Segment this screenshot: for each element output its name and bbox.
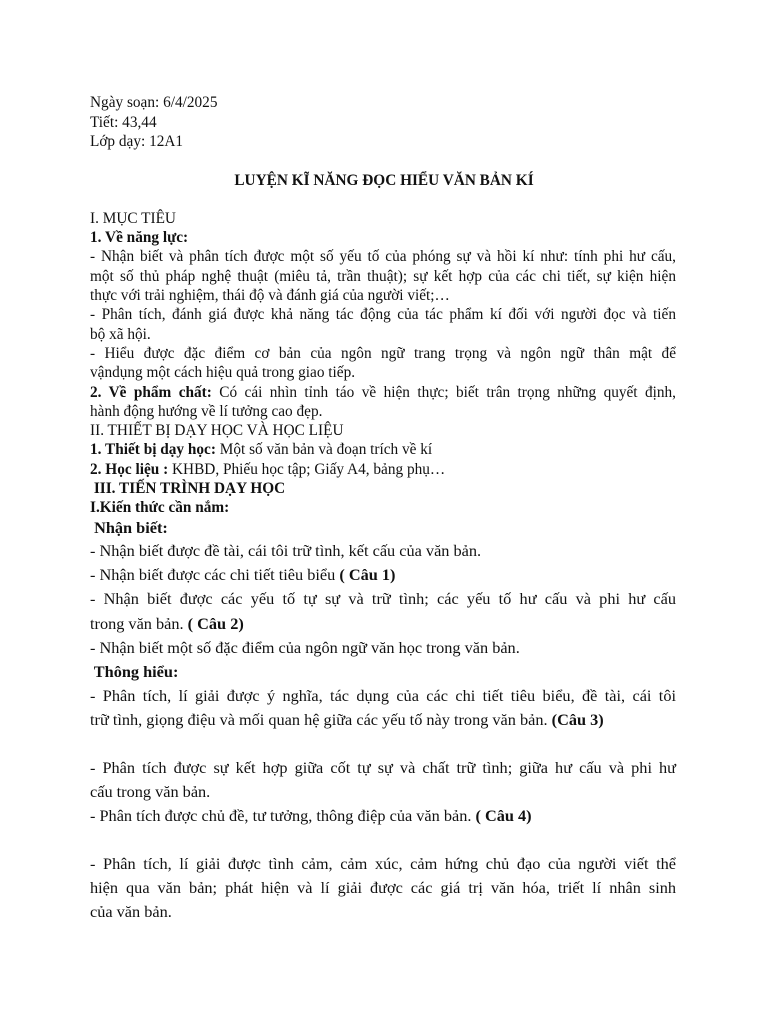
nhan-biet-2-tag: ( Câu 1) — [339, 565, 396, 584]
section2-item1 — [90, 441, 432, 459]
section2-item1-label: 1. Thiết bị dạy học: — [90, 441, 216, 458]
period-line: Tiết: 43,44 — [90, 114, 157, 131]
date-line: Ngày soạn: 6/4/2025 — [90, 94, 218, 111]
section1-p3-line1: - Hiểu được đặc điểm cơ bản của ngôn ngữ trang trọng và ngôn ngữ thân mật để — [90, 345, 676, 362]
nhan-biet-2-text: - Nhận biết được các chi tiết tiêu biểu — [90, 565, 340, 584]
section1-p1-line3: thực với trải nghiệm, thái độ và đánh giá của người viết;… — [90, 287, 450, 304]
section2-item2-label: 2. Học liệu : — [90, 461, 169, 478]
thong-hieu-1-tag: (Câu 3) — [551, 710, 604, 729]
thong-hieu-3 — [90, 807, 532, 825]
section2-item1-text: Một số văn bản và đoạn trích về kí — [215, 441, 433, 458]
nhan-biet-2 — [90, 566, 395, 584]
thong-hieu-2-line1: - Phân tích được sự kết hợp giữa cốt tự sự và chất trữ tình; giữa hư cấu và phi hư — [90, 758, 676, 777]
nhan-biet-heading: Nhận biết: — [90, 518, 168, 537]
nhan-biet-3-line2 — [90, 615, 244, 633]
thong-hieu-3-tag: ( Câu 4) — [475, 806, 532, 825]
thong-hieu-1-line2 — [90, 711, 604, 729]
nhan-biet-3-tag: ( Câu 2) — [187, 614, 244, 633]
section2-item2 — [90, 461, 445, 479]
nhan-biet-3-line1: - Nhận biết được các yếu tố tự sự và trữ tình; các yếu tố hư cấu và phi hư cấu — [90, 589, 676, 608]
section1-p4-text: Có cái nhìn tỉnh táo về hiện thực; biết trân trọng những quyết định, — [211, 384, 676, 401]
class-line: Lớp dạy: 12A1 — [90, 133, 184, 150]
section2-heading: II. THIẾT BỊ DẠY HỌC VÀ HỌC LIỆU — [90, 422, 344, 439]
thong-hieu-3-text: - Phân tích được chủ đề, tư tưởng, thông điệp của văn bản. — [90, 806, 476, 825]
thong-hieu-2-line2: cấu trong văn bản. — [90, 782, 211, 801]
section1-p2-line1: - Phân tích, đánh giá được khả năng tác động của tác phẩm kí đối với người đọc và tiến — [90, 306, 676, 323]
thong-hieu-1-line1: - Phân tích, lí giải được ý nghĩa, tác dụng của các chi tiết tiêu biểu, đề tài, cái tôi — [90, 686, 676, 705]
section1-p4-line2: hành động hướng về lí tưởng cao đẹp. — [90, 403, 323, 420]
section1-p1-line2: một số thủ pháp nghệ thuật (miêu tả, trần thuật); sự kết hợp của các chi tiết, sự kiện hiện — [90, 268, 676, 285]
nhan-biet-4: - Nhận biết một số đặc điểm của ngôn ngữ văn học trong văn bản. — [90, 638, 520, 657]
section1-p4-line1 — [90, 384, 676, 402]
thong-hieu-4-line1: - Phân tích, lí giải được tình cảm, cảm xúc, cảm hứng chủ đạo của người viết thể — [90, 854, 676, 873]
nhan-biet-1: - Nhận biết được đề tài, cái tôi trữ tình, kết cấu của văn bản. — [90, 541, 482, 560]
section1-p3-line2: vậndụng một cách hiệu quả trong giao tiếp. — [90, 364, 356, 381]
nhan-biet-3-text: trong văn bản. — [90, 614, 188, 633]
thong-hieu-4-line2: hiện qua văn bản; phát hiện và lí giải được các giá trị văn hóa, triết lí nhân sinh — [90, 878, 676, 897]
section3-heading: III. TIẾN TRÌNH DẠY HỌC — [90, 480, 286, 497]
section2-item2-text: KHBD, Phiếu học tập; Giấy A4, bảng phụ… — [168, 461, 446, 478]
thong-hieu-4-line3: của văn bản. — [90, 902, 172, 921]
thong-hieu-1-text: trữ tình, giọng điệu và mối quan hệ giữa các yếu tố này trong văn bản. — [90, 710, 552, 729]
thong-hieu-heading: Thông hiểu: — [90, 662, 179, 681]
section1-sub1: 1. Về năng lực: — [90, 229, 189, 246]
section1-sub2: 2. Về phẩm chất: — [90, 384, 212, 401]
section1-heading: I. MỤC TIÊU — [90, 210, 176, 227]
section1-p2-line2: bộ xã hội. — [90, 326, 151, 343]
document-title: LUYỆN KĨ NĂNG ĐỌC HIỂU VĂN BẢN KÍ — [234, 172, 534, 189]
section3-sub: I.Kiến thức cần nắm: — [90, 499, 230, 516]
section1-p1-line1: - Nhận biết và phân tích được một số yếu tố của phóng sự và hồi kí như: tính phi hư cấu, — [90, 248, 676, 265]
